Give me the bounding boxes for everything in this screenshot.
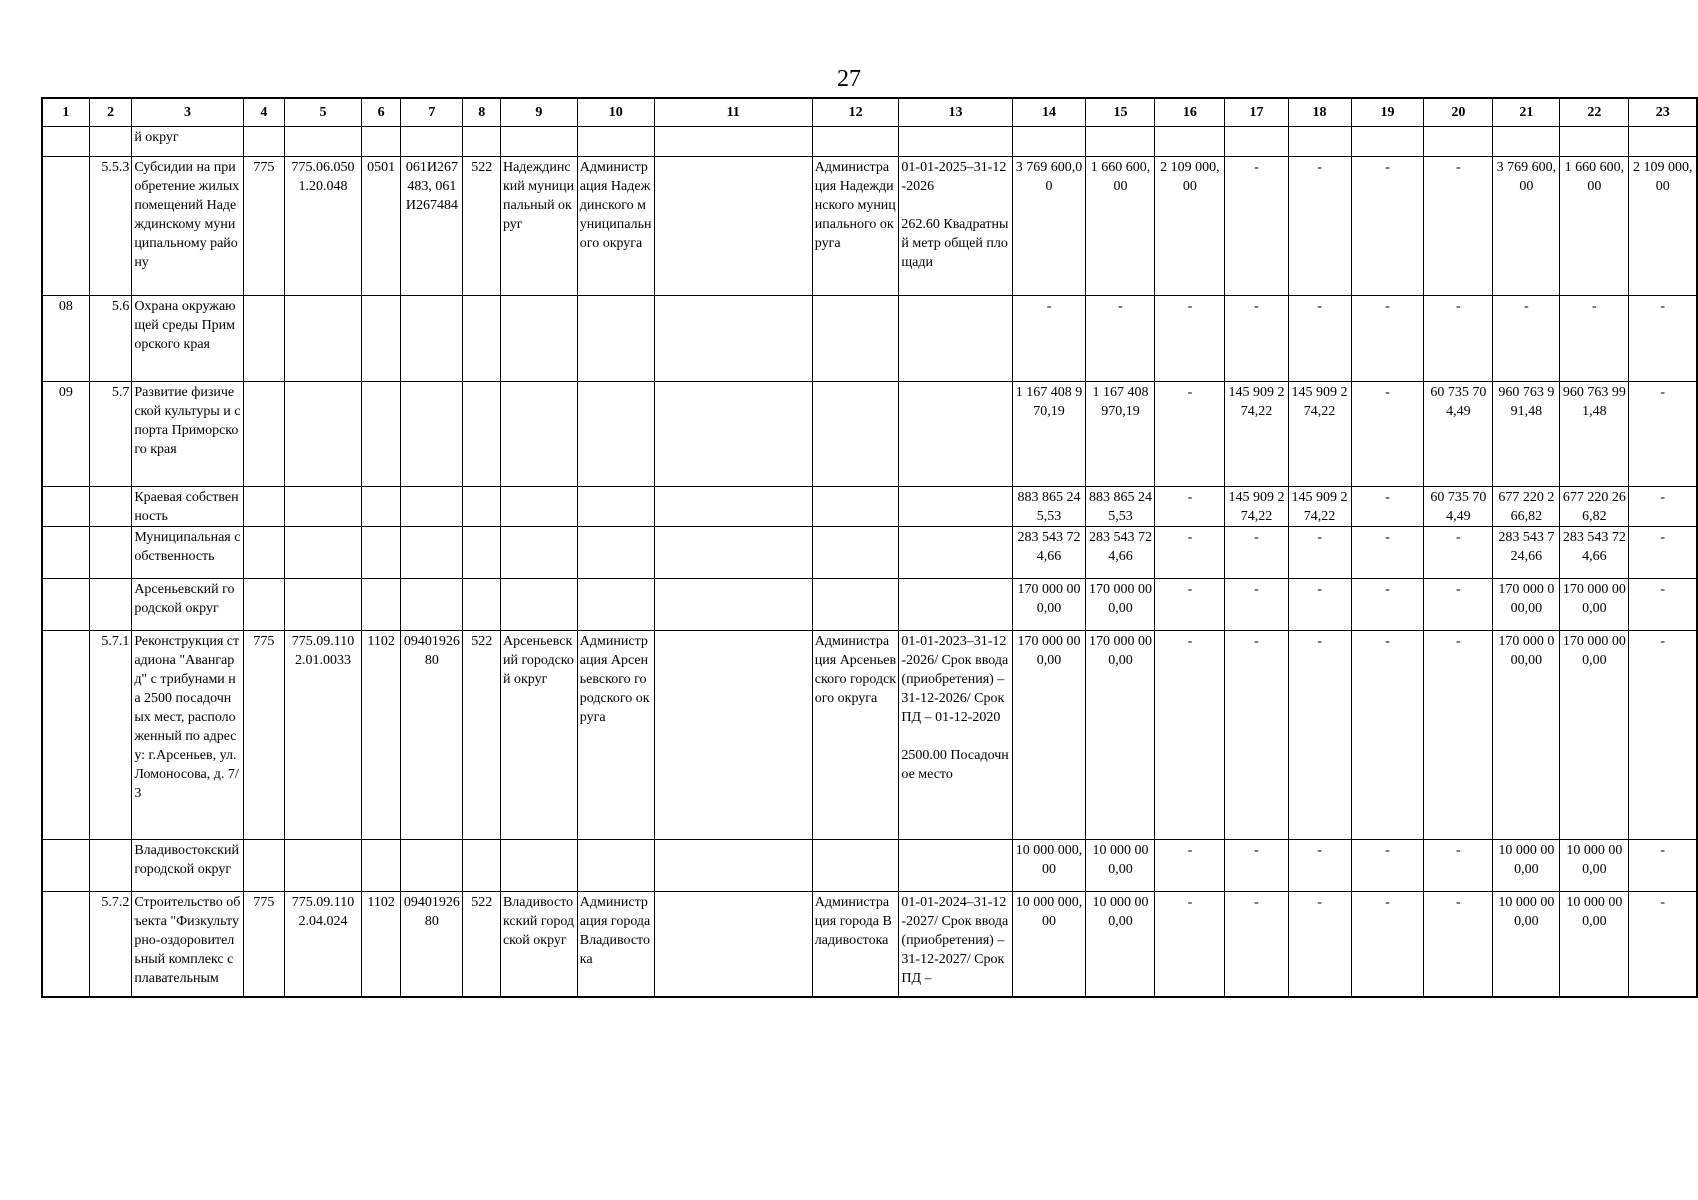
table-cell-col-16: - [1155,892,1225,997]
table-cell-col-6 [361,487,400,527]
table-cell-col-12 [812,296,899,382]
table-cell-col-15: 883 865 245,53 [1086,487,1155,527]
table-cell-col-14: 10 000 000,00 [1012,892,1086,997]
table-cell-col-8 [463,579,501,631]
table-cell-col-7 [401,487,463,527]
table-cell-col-10: Администрация Арсеньевского городского округа [577,631,654,840]
table-cell-col-19: - [1351,579,1424,631]
table-cell-col-12: Администрация Арсеньевского городского округа [812,631,899,840]
table-cell-col-4: 775 [243,157,284,296]
table-cell-col-20: - [1424,892,1493,997]
table-cell-col-18: - [1288,631,1351,840]
page-number: 27 [837,66,861,92]
table-cell-col-22: - [1560,296,1629,382]
table-cell-col-4 [243,382,284,487]
table-cell-col-15: 283 543 724,66 [1086,527,1155,579]
table-cell-col-14: 883 865 245,53 [1012,487,1086,527]
table-cell-col-1: 09 [42,382,89,487]
table-cell-col-21: 170 000 000,00 [1493,631,1560,840]
column-header-3: 3 [132,98,243,127]
table-cell-col-18: - [1288,892,1351,997]
column-header-1: 1 [42,98,89,127]
table-cell-col-23: - [1629,579,1697,631]
table-cell-col-4 [243,840,284,892]
table-cell-col-1 [42,840,89,892]
table-cell-col-17: - [1225,157,1288,296]
table-cell-col-3: Арсеньевский городской округ [132,579,243,631]
column-header-22: 22 [1560,98,1629,127]
table-cell-col-2 [89,487,131,527]
table-cell-col-10 [577,840,654,892]
table-cell-col-8: 522 [463,157,501,296]
table-cell-col-19: - [1351,157,1424,296]
table-cell-col-1 [42,892,89,997]
table-cell-col-10 [577,527,654,579]
table-cell-col-20 [1424,127,1493,157]
table-cell-col-11 [654,127,812,157]
table-row [42,631,1697,840]
table-cell-col-14: 283 543 724,66 [1012,527,1086,579]
table-cell-col-7: 0940192680 [401,892,463,997]
table-cell-col-4 [243,527,284,579]
table-cell-col-3: Развитие физической культуры и спорта Приморского края [132,382,243,487]
table-cell-col-8 [463,382,501,487]
table-cell-col-3: Охрана окружающей среды Приморского края [132,296,243,382]
table-cell-col-1 [42,157,89,296]
table-cell-col-9: Арсеньевский городской округ [500,631,577,840]
table-cell-col-12 [812,382,899,487]
table-cell-col-21: 960 763 991,48 [1493,382,1560,487]
table-cell-col-3: Субсидии на приобретение жилых помещений Надеждинскому муниципальному району [132,157,243,296]
table-row [42,157,1697,296]
table-cell-col-5: 775.09.1102.01.0033 [285,631,362,840]
table-cell-col-22 [1560,127,1629,157]
table-row [42,296,1697,382]
table-cell-col-14: 3 769 600,00 [1012,157,1086,296]
column-header-13: 13 [899,98,1012,127]
table-cell-col-16 [1155,127,1225,157]
table-cell-col-7 [401,840,463,892]
table-cell-col-22: 170 000 000,00 [1560,631,1629,840]
table-cell-col-7 [401,527,463,579]
table-cell-col-23: 2 109 000,00 [1629,157,1697,296]
table-cell-col-11 [654,296,812,382]
table-cell-col-19: - [1351,892,1424,997]
table-cell-col-10 [577,382,654,487]
column-header-14: 14 [1012,98,1086,127]
table-cell-col-9 [500,382,577,487]
table-cell-col-12: Администрация города Владивостока [812,892,899,997]
table-cell-col-22: 10 000 000,00 [1560,892,1629,997]
table-cell-col-23: - [1629,840,1697,892]
table-cell-col-9 [500,487,577,527]
table-cell-col-18: - [1288,840,1351,892]
table-cell-col-6 [361,527,400,579]
table-cell-col-23: - [1629,631,1697,840]
table-cell-col-16: - [1155,382,1225,487]
table-cell-col-3: Реконструкция стадиона "Авангард" с трибунами на 2500 посадочных мест, расположенный по адресу: г.Арсеньев, ул. Ломоносова, д. 7/3 [132,631,243,840]
table-cell-col-21: 170 000 000,00 [1493,579,1560,631]
table-cell-col-2 [89,527,131,579]
table-cell-col-12: Администрация Надеждинского муниципального округа [812,157,899,296]
table-cell-col-11 [654,487,812,527]
column-header-16: 16 [1155,98,1225,127]
table-cell-col-15: 170 000 000,00 [1086,631,1155,840]
column-header-12: 12 [812,98,899,127]
table-cell-col-16: - [1155,527,1225,579]
column-header-2: 2 [89,98,131,127]
table-row [42,840,1697,892]
column-header-5: 5 [285,98,362,127]
table-cell-col-9: Владивостокский городской округ [500,892,577,997]
table-cell-col-9 [500,127,577,157]
column-header-8: 8 [463,98,501,127]
table-cell-col-5 [285,840,362,892]
table-cell-col-14: 1 167 408 970,19 [1012,382,1086,487]
table-cell-col-17: - [1225,631,1288,840]
table-cell-col-5 [285,527,362,579]
column-header-17: 17 [1225,98,1288,127]
table-cell-col-13 [899,382,1012,487]
table-cell-col-17: - [1225,892,1288,997]
column-header-19: 19 [1351,98,1424,127]
table-cell-col-14 [1012,127,1086,157]
table-row [42,579,1697,631]
column-header-6: 6 [361,98,400,127]
table-cell-col-19: - [1351,840,1424,892]
table-cell-col-16: - [1155,631,1225,840]
table-cell-col-3: Краевая собственность [132,487,243,527]
table-cell-col-10: Администрация города Владивостока [577,892,654,997]
table-cell-col-18: 145 909 274,22 [1288,487,1351,527]
table-cell-col-9 [500,579,577,631]
table-cell-col-17: - [1225,527,1288,579]
table-cell-col-8 [463,487,501,527]
table-cell-col-15: 10 000 000,00 [1086,840,1155,892]
table-cell-col-4: 775 [243,631,284,840]
table-cell-col-8 [463,527,501,579]
table-cell-col-11 [654,527,812,579]
table-cell-col-15: 1 167 408 970,19 [1086,382,1155,487]
table-cell-col-2: 5.7.1 [89,631,131,840]
table-row [42,382,1697,487]
column-header-20: 20 [1424,98,1493,127]
table-cell-col-22: 1 660 600,00 [1560,157,1629,296]
column-header-4: 4 [243,98,284,127]
table-cell-col-4 [243,579,284,631]
table-cell-col-17: - [1225,579,1288,631]
table-cell-col-1 [42,487,89,527]
table-cell-col-6: 1102 [361,631,400,840]
table-cell-col-9: Надеждинский муниципальный округ [500,157,577,296]
table-cell-col-11 [654,840,812,892]
table-cell-col-15 [1086,127,1155,157]
table-cell-col-4 [243,127,284,157]
table-cell-col-21: - [1493,296,1560,382]
table-cell-col-7 [401,127,463,157]
table-cell-col-20: - [1424,296,1493,382]
table-cell-col-18: - [1288,527,1351,579]
table-cell-col-2: 5.6 [89,296,131,382]
table-cell-col-5 [285,296,362,382]
column-header-18: 18 [1288,98,1351,127]
table-cell-col-1 [42,527,89,579]
table-cell-col-17: - [1225,840,1288,892]
table-cell-col-20: - [1424,157,1493,296]
table-cell-col-10: Администрация Надеждинского муниципального округа [577,157,654,296]
table-cell-col-23: - [1629,892,1697,997]
table-cell-col-4: 775 [243,892,284,997]
table-cell-col-5 [285,487,362,527]
table-cell-col-16: - [1155,487,1225,527]
table-cell-col-22: 10 000 000,00 [1560,840,1629,892]
table-cell-col-11 [654,579,812,631]
table-cell-col-13 [899,296,1012,382]
table-cell-col-11 [654,382,812,487]
table-cell-col-10 [577,487,654,527]
table-cell-col-8 [463,296,501,382]
table-cell-col-22: 677 220 266,82 [1560,487,1629,527]
table-cell-col-6: 0501 [361,157,400,296]
column-header-23: 23 [1629,98,1697,127]
table-cell-col-16: 2 109 000,00 [1155,157,1225,296]
table-cell-col-10 [577,296,654,382]
table-cell-col-16: - [1155,579,1225,631]
budget-table [41,97,1698,998]
table-cell-col-12 [812,527,899,579]
table-cell-col-3: Муниципальная собственность [132,527,243,579]
table-cell-col-6 [361,127,400,157]
table-cell-col-5: 775.06.0501.20.048 [285,157,362,296]
table-cell-col-19: - [1351,631,1424,840]
table-cell-col-8: 522 [463,631,501,840]
table-cell-col-22: 960 763 991,48 [1560,382,1629,487]
table-cell-col-13: 01-01-2024–31-12-2027/ Срок ввода (приобретения) – 31-12-2027/ Срок ПД – [899,892,1012,997]
table-cell-col-15: - [1086,296,1155,382]
header-row [42,98,1697,127]
table-cell-col-16: - [1155,296,1225,382]
table-cell-col-5: 775.09.1102.04.024 [285,892,362,997]
table-cell-col-7 [401,579,463,631]
table-cell-col-13 [899,527,1012,579]
table-cell-col-8: 522 [463,892,501,997]
table-cell-col-14: 170 000 000,00 [1012,579,1086,631]
table-cell-col-2 [89,127,131,157]
table-cell-col-9 [500,527,577,579]
table-cell-col-11 [654,157,812,296]
table-cell-col-4 [243,487,284,527]
table-cell-col-14: 10 000 000,00 [1012,840,1086,892]
table-cell-col-19: - [1351,296,1424,382]
table-cell-col-12 [812,840,899,892]
table-cell-col-21: 283 543 724,66 [1493,527,1560,579]
table-cell-col-18: - [1288,157,1351,296]
table-cell-col-19: - [1351,382,1424,487]
table-cell-col-21: 677 220 266,82 [1493,487,1560,527]
table-cell-col-13: 01-01-2023–31-12-2026/ Срок ввода (приобретения) – 31-12-2026/ Срок ПД – 01-12-2020 2500.00 Посадочное место [899,631,1012,840]
table-cell-col-8 [463,127,501,157]
table-cell-col-13 [899,487,1012,527]
column-header-10: 10 [577,98,654,127]
table-cell-col-6: 1102 [361,892,400,997]
table-cell-col-22: 170 000 000,00 [1560,579,1629,631]
table-cell-col-1 [42,127,89,157]
table-cell-col-17 [1225,127,1288,157]
table-cell-col-12 [812,487,899,527]
table-cell-col-2 [89,840,131,892]
table-cell-col-6 [361,579,400,631]
table-cell-col-18 [1288,127,1351,157]
table-cell-col-5 [285,382,362,487]
table-cell-col-3: Строительство объекта "Физкультурно-оздоровительный комплекс с плавательным [132,892,243,997]
table-row [42,892,1697,997]
table-cell-col-2: 5.7 [89,382,131,487]
table-cell-col-7 [401,296,463,382]
table-cell-col-21 [1493,127,1560,157]
table-cell-col-3: й округ [132,127,243,157]
table-cell-col-2 [89,579,131,631]
table-cell-col-14: 170 000 000,00 [1012,631,1086,840]
table-cell-col-17: 145 909 274,22 [1225,382,1288,487]
table-cell-col-20: 60 735 704,49 [1424,487,1493,527]
table-cell-col-1 [42,631,89,840]
table-cell-col-8 [463,840,501,892]
table-cell-col-15: 170 000 000,00 [1086,579,1155,631]
table-cell-col-19: - [1351,487,1424,527]
table-cell-col-20: - [1424,840,1493,892]
table-cell-col-13 [899,579,1012,631]
table-cell-col-14: - [1012,296,1086,382]
table-cell-col-13 [899,840,1012,892]
table-cell-col-21: 10 000 000,00 [1493,892,1560,997]
table-cell-col-9 [500,840,577,892]
table-cell-col-2: 5.7.2 [89,892,131,997]
table-cell-col-19 [1351,127,1424,157]
table-cell-col-18: - [1288,296,1351,382]
table-row [42,127,1697,157]
column-header-21: 21 [1493,98,1560,127]
table-cell-col-3: Владивостокский городской округ [132,840,243,892]
table-cell-col-1: 08 [42,296,89,382]
table-cell-col-13: 01-01-2025–31-12-2026 262.60 Квадратный метр общей площади [899,157,1012,296]
table-cell-col-23 [1629,127,1697,157]
table-cell-col-20: - [1424,631,1493,840]
column-header-7: 7 [401,98,463,127]
table-cell-col-23: - [1629,527,1697,579]
table-cell-col-16: - [1155,840,1225,892]
table-row [42,527,1697,579]
table-cell-col-20: - [1424,579,1493,631]
table-cell-col-18: - [1288,579,1351,631]
table-cell-col-21: 3 769 600,00 [1493,157,1560,296]
table-row [42,487,1697,527]
table-cell-col-6 [361,840,400,892]
table-cell-col-5 [285,127,362,157]
table-cell-col-10 [577,579,654,631]
table-cell-col-4 [243,296,284,382]
table-cell-col-1 [42,579,89,631]
table-cell-col-20: 60 735 704,49 [1424,382,1493,487]
table-cell-col-12 [812,127,899,157]
table-cell-col-15: 10 000 000,00 [1086,892,1155,997]
table-cell-col-2: 5.5.3 [89,157,131,296]
table-cell-col-23: - [1629,296,1697,382]
table-cell-col-7 [401,382,463,487]
table-cell-col-12 [812,579,899,631]
table-cell-col-9 [500,296,577,382]
table-cell-col-6 [361,296,400,382]
table-cell-col-19: - [1351,527,1424,579]
table-cell-col-20: - [1424,527,1493,579]
table-cell-col-23: - [1629,487,1697,527]
table-cell-col-13 [899,127,1012,157]
column-header-9: 9 [500,98,577,127]
table-cell-col-23: - [1629,382,1697,487]
table-cell-col-7: 061И267483, 061И267484 [401,157,463,296]
table-cell-col-11 [654,892,812,997]
table-cell-col-17: - [1225,296,1288,382]
table-cell-col-6 [361,382,400,487]
table-cell-col-7: 0940192680 [401,631,463,840]
table-cell-col-17: 145 909 274,22 [1225,487,1288,527]
table-cell-col-15: 1 660 600,00 [1086,157,1155,296]
table-cell-col-5 [285,579,362,631]
table-cell-col-22: 283 543 724,66 [1560,527,1629,579]
table-cell-col-10 [577,127,654,157]
table-cell-col-11 [654,631,812,840]
table-cell-col-21: 10 000 000,00 [1493,840,1560,892]
column-header-15: 15 [1086,98,1155,127]
table-cell-col-18: 145 909 274,22 [1288,382,1351,487]
column-header-11: 11 [654,98,812,127]
